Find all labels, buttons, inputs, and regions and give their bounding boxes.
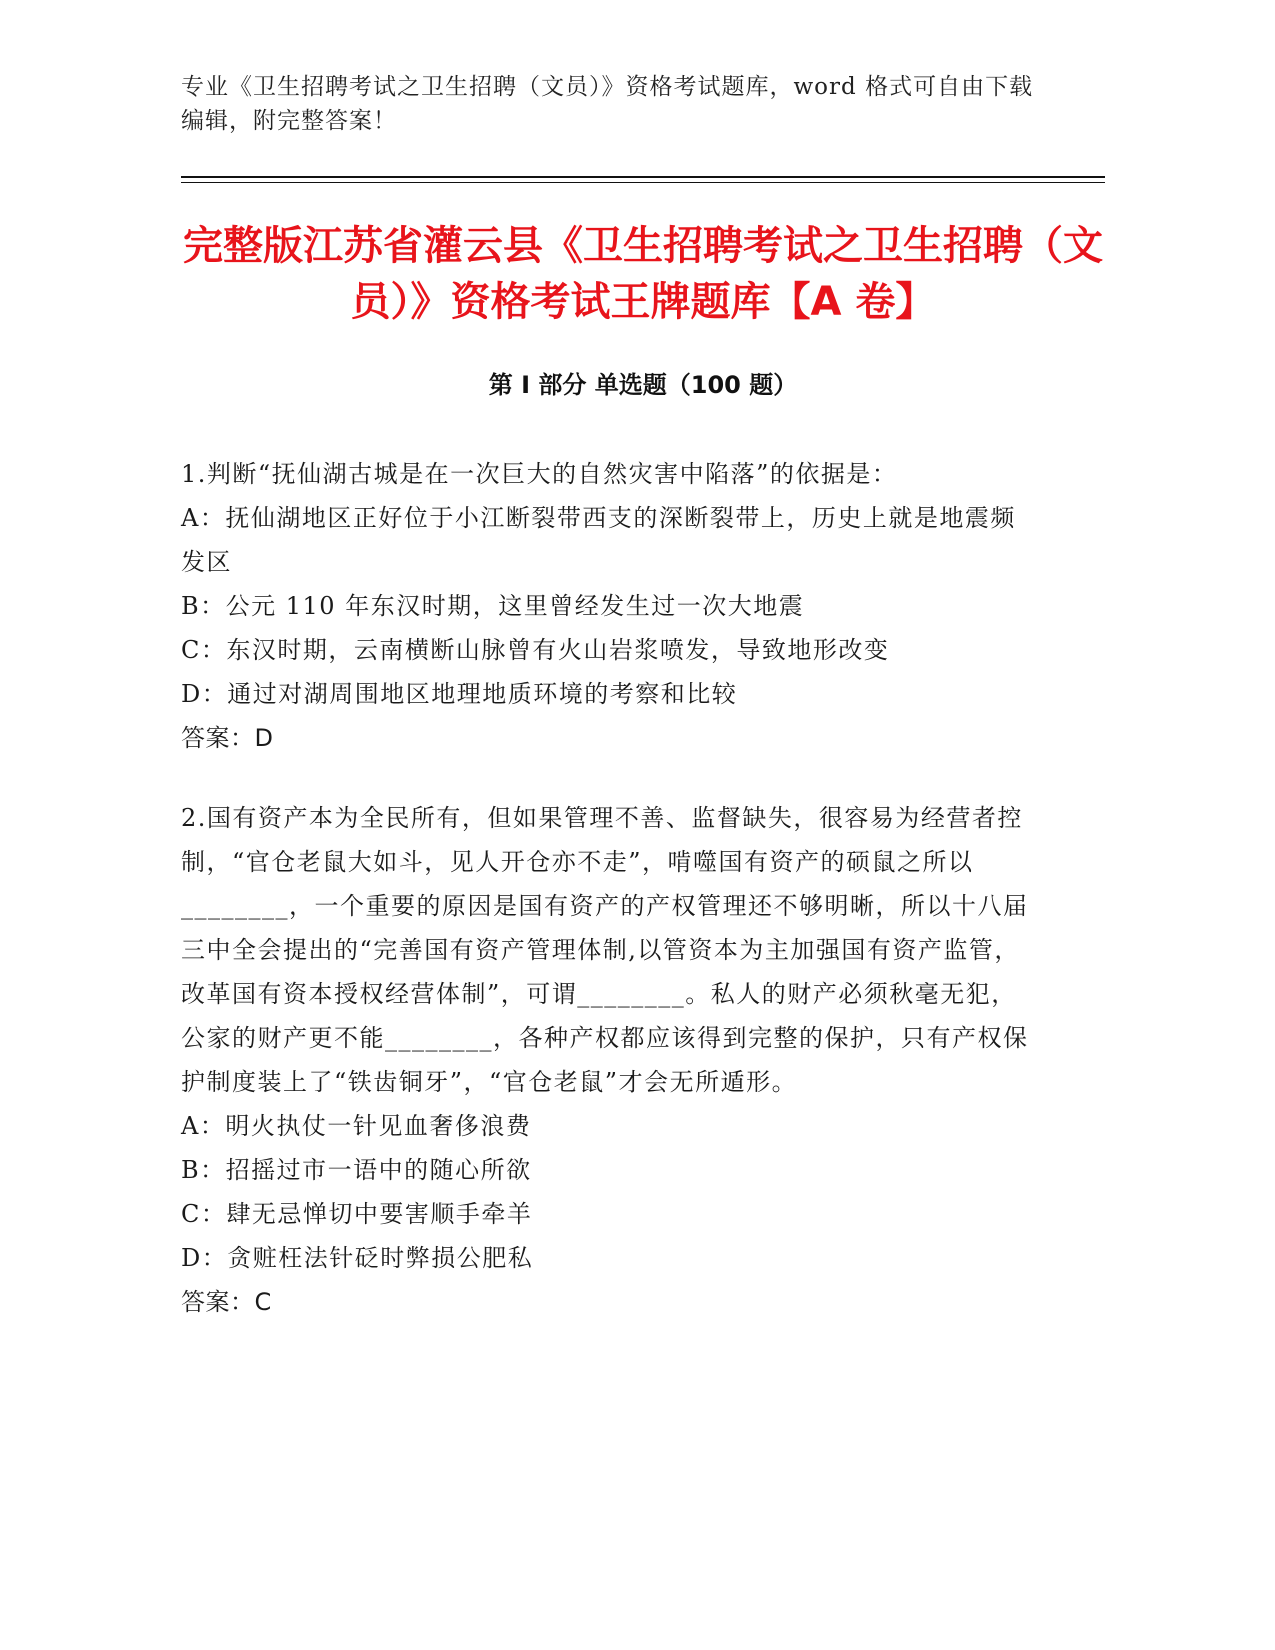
question-1 — [181, 452, 1031, 760]
answer: 答案：D — [181, 724, 274, 752]
header-divider-thick — [181, 176, 1105, 178]
option-d: D：贪赃枉法针砭时弊损公肥私 — [181, 1244, 534, 1272]
question-2 — [181, 796, 1031, 1324]
option-a: A：抚仙湖地区正好位于小江断裂带西支的深断裂带上，历史上就是地震频发区 — [181, 504, 1016, 576]
answer: 答案：C — [181, 1288, 272, 1316]
document-title: 完整版江苏省灌云县《卫生招聘考试之卫生招聘（文员）》资格考试王牌题库【A 卷】 — [183, 223, 1103, 325]
option-b: B：招摇过市一语中的随心所欲 — [181, 1156, 532, 1184]
header-divider-thin — [181, 182, 1105, 183]
option-b: B：公元 110 年东汉时期，这里曾经发生过一次大地震 — [181, 592, 805, 620]
question-stem: 2.国有资产本为全民所有，但如果管理不善、监督缺失，很容易为经营者控制，“官仓老鼠大如斗，见人开仓亦不走”，啃噬国有资产的硕鼠之所以________，一个重要的原因是国有资产的产权管理还不够明晰，所以十八届三中全会提出的“完善国有资产管理体制,以管资本为主加强国有资产监管，改革国有资本授权经营体制”，可谓________。私人的财产必须秋毫无犯，公家的财产更不能________，各种产权都应该得到完整的保护，只有产权保护制度装上了“铁齿铜牙”，“官仓老鼠”才会无所遁形。 — [181, 804, 1029, 1096]
question-list — [181, 452, 1031, 1360]
option-a: A：明火执仗一针见血奢侈浪费 — [181, 1112, 532, 1140]
option-d: D：通过对湖周围地区地理地质环境的考察和比较 — [181, 680, 738, 708]
option-c: C：肆无忌惮切中要害顺手牵羊 — [181, 1200, 533, 1228]
section-title: 第 I 部分 单选题（100 题） — [488, 371, 798, 399]
option-c: C：东汉时期，云南横断山脉曾有火山岩浆喷发，导致地形改变 — [181, 636, 890, 664]
header-note: 专业《卫生招聘考试之卫生招聘（文员）》资格考试题库，word 格式可自由下载编辑，附完整答案！ — [181, 74, 1034, 134]
question-stem: 1.判断“抚仙湖古城是在一次巨大的自然灾害中陷落”的依据是： — [181, 460, 898, 488]
